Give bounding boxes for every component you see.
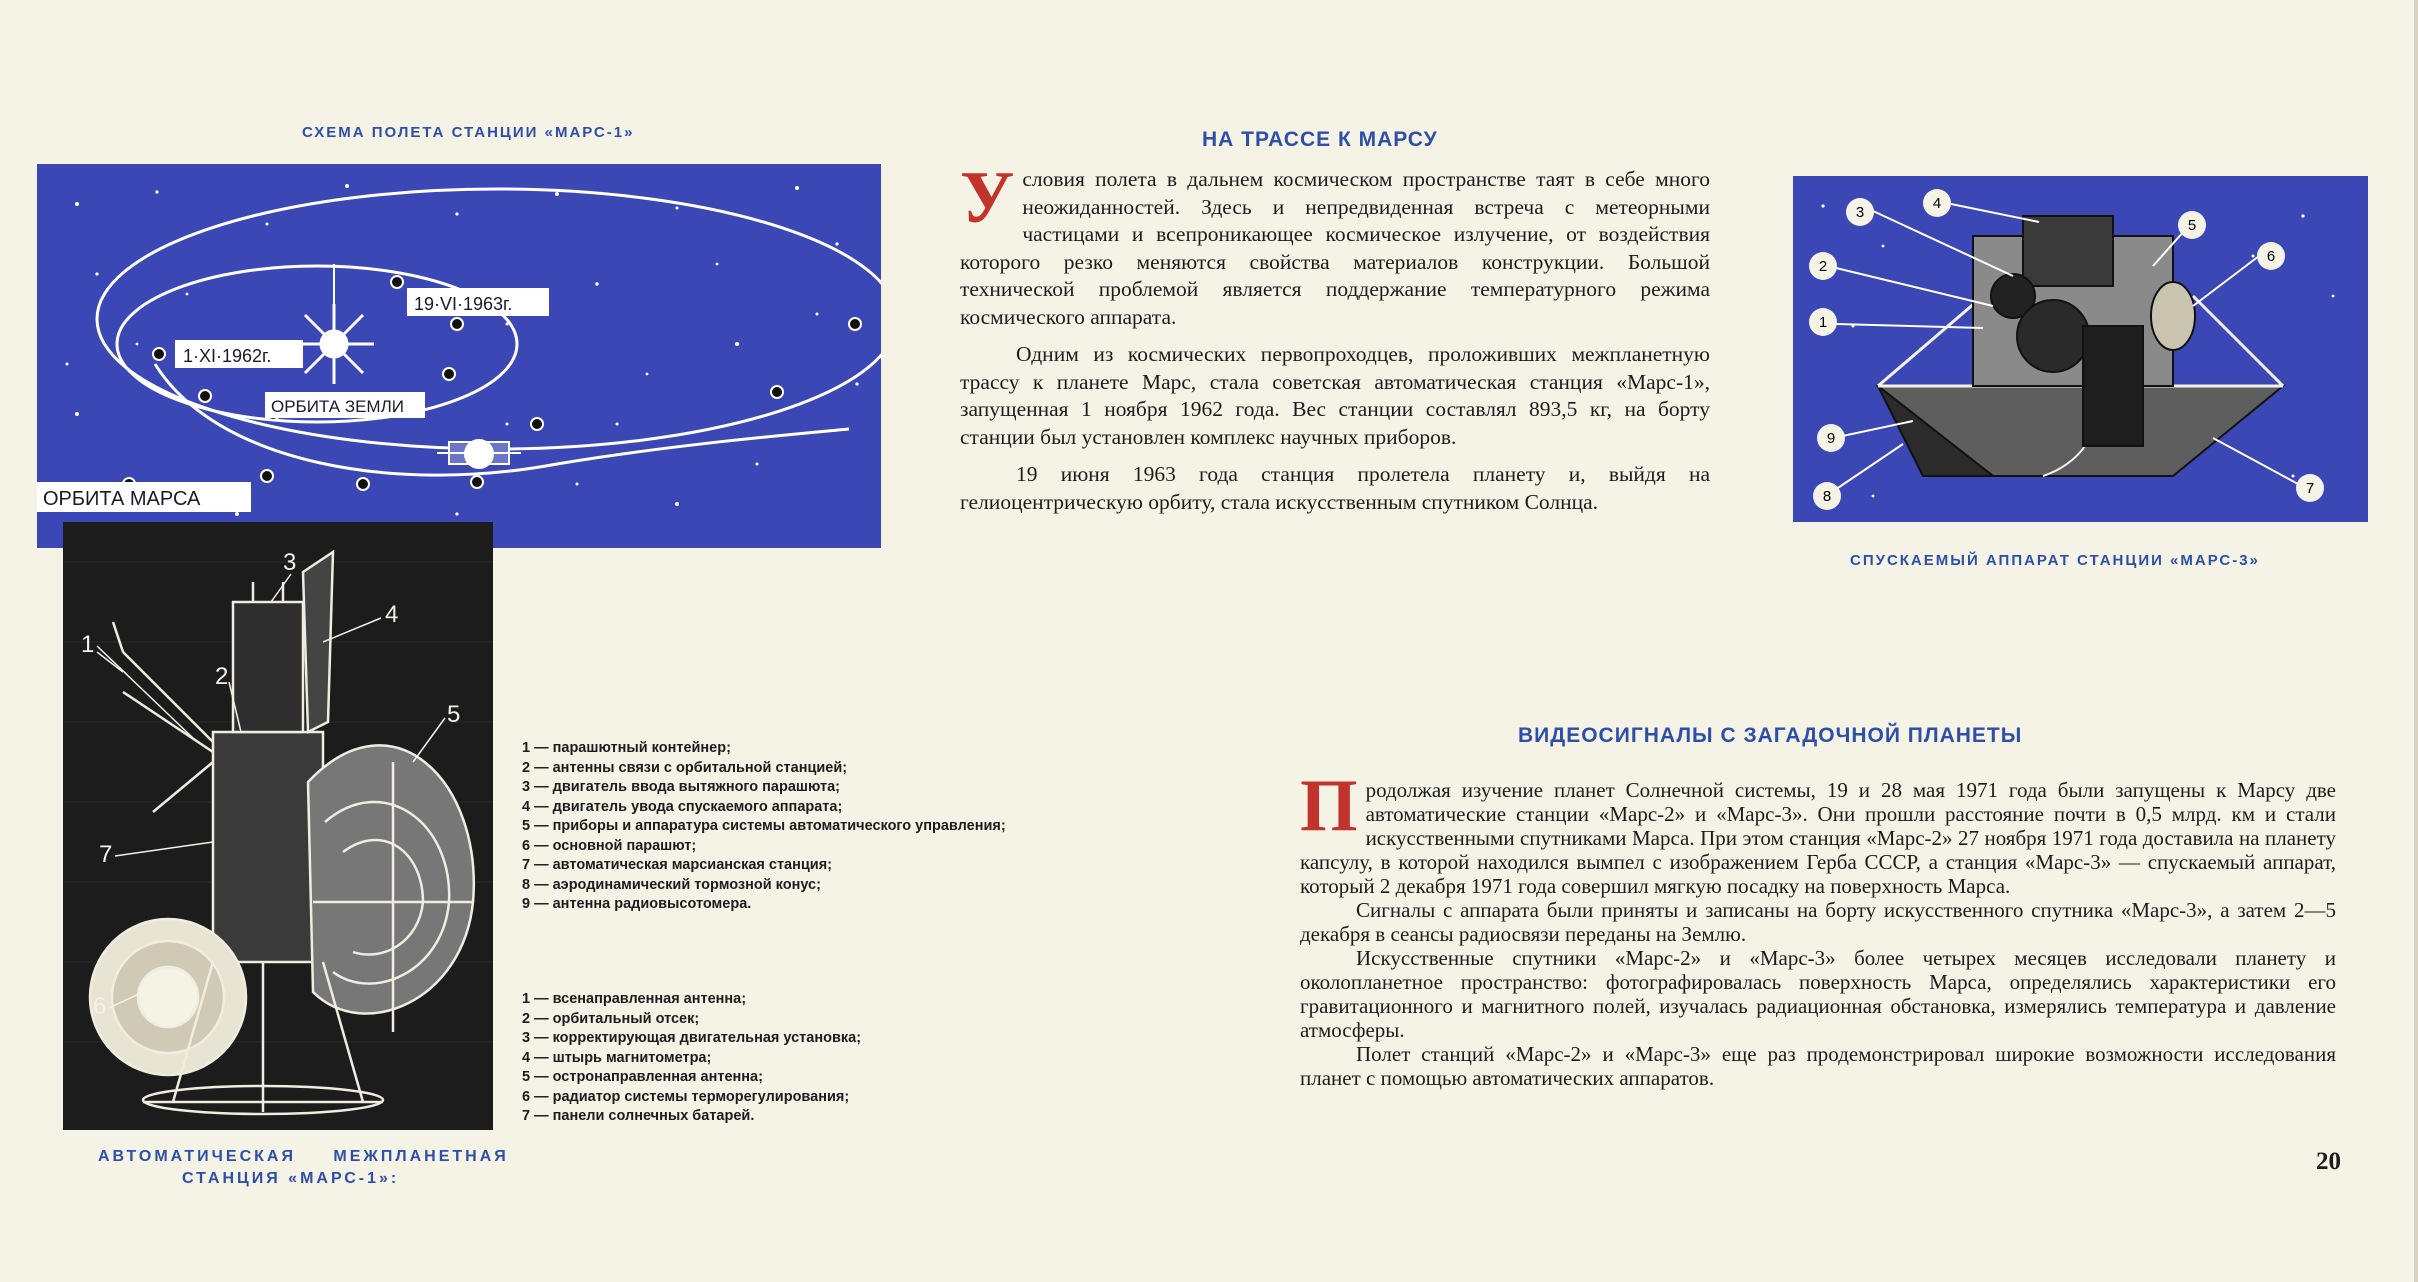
descent-label-9: 9 xyxy=(1826,430,1836,447)
legend-descent-item: 2 — антенны связи с орбитальной станцией; xyxy=(522,759,848,776)
legend-descent xyxy=(522,739,1006,915)
label-mars-orbit: ОРБИТА МАРСА xyxy=(43,488,201,510)
legend-station-item: 3 — корректирующая двигательная установка; xyxy=(522,1030,862,1046)
article1-dropcap: У xyxy=(960,157,1015,239)
descent-label-8: 8 xyxy=(1822,488,1832,505)
article1-body xyxy=(960,157,1710,516)
caption-descent-module: СПУСКАЕМЫЙ АППАРАТ СТАНЦИИ «МАРС-3» xyxy=(1850,552,2260,569)
page-edge xyxy=(2414,0,2418,1282)
legend-descent-item: 1 — парашютный контейнер; xyxy=(522,740,731,756)
station-illustration xyxy=(63,522,493,1130)
legend-station-item: 7 — панели солнечных батарей. xyxy=(522,1108,755,1124)
station-label-6: 6 xyxy=(93,993,107,1020)
legend-descent-item: 3 — двигатель ввода вытяжного парашюта; xyxy=(522,779,841,795)
caption-station-line1: АВТОМАТИЧЕСКАЯ МЕЖПЛАНЕТНАЯ xyxy=(98,1148,509,1165)
station-label-2: 2 xyxy=(215,663,229,690)
article2-dropcap: П xyxy=(1300,765,1358,847)
legend-station-item: 1 — всенаправленная антенна; xyxy=(522,991,747,1007)
descent-label-1: 1 xyxy=(1818,314,1828,331)
caption-flight-scheme: СХЕМА ПОЛЕТА СТАНЦИИ «МАРС-1» xyxy=(302,124,635,141)
legend-descent-item: 4 — двигатель увода спускаемого аппарата; xyxy=(522,798,843,815)
article1-paragraph-2: Одним из космических первопроходцев, проложивших межпланетную трассу к планете Марс, стала советская автоматическая станция «Марс-1», запущенная 1 ноября 1962 года. Вес станции составлял 893,5 кг, на борту станции был установлен комплекс научных приборов. xyxy=(960,342,1710,449)
label-earth-orbit: ОРБИТА ЗЕМЛИ xyxy=(271,397,404,416)
descent-label-7: 7 xyxy=(2305,480,2315,497)
station-label-1: 1 xyxy=(81,631,95,658)
caption-station-line2: СТАНЦИЯ «МАРС-1»: xyxy=(182,1170,400,1187)
station-label-3: 3 xyxy=(283,549,297,576)
article2-paragraph-4: Полет станций «Марс-2» и «Марс-3» еще раз продемонстрировал широкие возможности исследования планет с помощью автоматических аппаратов. xyxy=(1300,1042,2336,1090)
legend-station-item: 5 — остронаправленная антенна; xyxy=(522,1069,763,1085)
article2-paragraph-1: родолжая изучение планет Солнечной системы, 19 и 28 мая 1971 года были запущены к Марсу две автоматические станции «Марс-2» и «Марс-3». Они прошли расстояние почти в 0,5 млрд. км и стали искусственными спутниками Марса. При этом станция «Марс-2» 27 ноября 1971 года доставила на планету капсулу, в которой находился вымпел с изображением Герба СССР, а станция «Марс-3» — спускаемый аппарат, который 2 декабря 1971 года совершил мягкую посадку на поверхность Марса. xyxy=(1300,778,2336,898)
station-label-4: 4 xyxy=(385,601,399,628)
legend-descent-item: 7 — автоматическая марсианская станция; xyxy=(522,857,833,873)
article2-body xyxy=(1300,765,2336,1090)
article1-paragraph-1: словия полета в дальнем космическом пространстве таят в себе много неожиданностей. Здесь и непредвиденная встреча с метеорными частицами и всепроникающее космическое излучение, от воздействия которого резко меняются свойства материалов конструкции. Большой технической проблемой является поддержание температурного режима космического аппарата. xyxy=(960,167,1710,329)
label-flyby-date: 19·VI·1963г. xyxy=(414,294,513,314)
descent-label-4: 4 xyxy=(1932,195,1942,212)
legend-descent-item: 8 — аэродинамический тормозной конус; xyxy=(522,876,821,893)
legend-descent-item: 9 — антенна радиовысотомера. xyxy=(522,896,752,912)
legend-descent-item: 6 — основной парашют; xyxy=(522,837,697,854)
legend-station-item: 6 — радиатор системы терморегулирования; xyxy=(522,1088,850,1105)
article2-title: ВИДЕОСИГНАЛЫ С ЗАГАДОЧНОЙ ПЛАНЕТЫ xyxy=(1518,724,2023,747)
legend-station-item: 2 — орбитальный отсек; xyxy=(522,1010,700,1027)
article1-paragraph-3: 19 июня 1963 года станция пролетела планету и, выйдя на гелиоцентрическую орбиту, стала искусственным спутником Солнца. xyxy=(960,462,1710,514)
legend-station-item: 4 — штырь магнитометра; xyxy=(522,1049,712,1066)
article1-title: НА ТРАССЕ К МАРСУ xyxy=(1202,128,1438,151)
label-launch-date: 1·XI·1962г. xyxy=(183,346,272,366)
descent-module-illustration xyxy=(1793,176,2368,522)
legend-descent-item: 5 — приборы и аппаратура системы автоматического управления; xyxy=(522,818,1006,834)
station-label-7: 7 xyxy=(99,841,113,868)
descent-label-5: 5 xyxy=(2187,217,2197,234)
orbit-diagram xyxy=(37,164,881,548)
legend-station xyxy=(522,990,861,1127)
article2-paragraph-2: Сигналы с аппарата были приняты и записаны на борту искусственного спутника «Марс-3», а затем 2—5 декабря в сеансы радиосвязи переданы на Землю. xyxy=(1300,898,2336,946)
descent-label-6: 6 xyxy=(2266,248,2276,265)
station-label-5: 5 xyxy=(447,701,461,728)
page-number: 20 xyxy=(2316,1148,2341,1175)
descent-label-2: 2 xyxy=(1818,258,1828,275)
article2-paragraph-3: Искусственные спутники «Марс-2» и «Марс-3» более четырех месяцев исследовали планету и околопланетное пространство: фотографировалась поверхность Марса, определялись характеристики его гравитационного и магнитного полей, изучалась радиационная обстановка, измерялись температура и давление атмосферы. xyxy=(1300,946,2336,1042)
spacecraft-icon xyxy=(437,440,521,468)
descent-label-3: 3 xyxy=(1855,204,1865,221)
